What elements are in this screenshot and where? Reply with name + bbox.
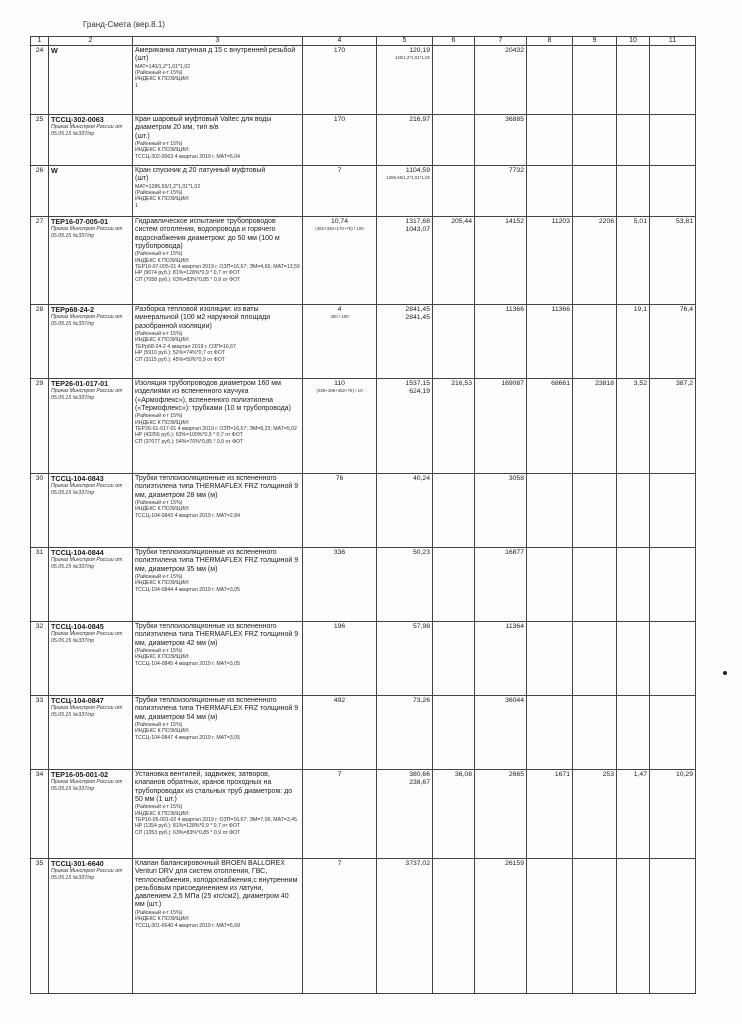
work-detail: ИНДЕКС К ПОЗИЦИИ: (135, 337, 190, 344)
work-detail: ИНДЕКС К ПОЗИЦИИ: (135, 147, 190, 154)
unit-price-cell (377, 379, 433, 474)
work-detail: (шт) (135, 175, 149, 183)
code-cell (49, 696, 133, 770)
value-c7: 11364 (475, 622, 527, 696)
work-detail: НР (5910 руб.): 52%=74%*0,7 от ФОТ (135, 350, 226, 357)
value-c7: 11366 (475, 305, 527, 379)
work-name-cell (133, 46, 303, 115)
work-name-cell (133, 622, 303, 696)
quantity-formula: (336+196+492+76) / 10 (316, 388, 363, 394)
work-detail: (Районный к-т 15%) (135, 909, 183, 916)
work-name: Трубки теплоизоляционные из вспененного полиэтилена типа THERMAFLEX FRZ толщиной 9 мм, диаметром 54 мм (м) (135, 697, 299, 721)
quantity: 76 (335, 475, 344, 482)
norm-code: ТССЦ-104-0844 (51, 548, 104, 557)
work-detail: 1 (135, 202, 138, 209)
value-c11: 76,4 (650, 305, 696, 379)
work-detail: (Районный к-т 15%) (135, 721, 183, 728)
unit-price: 73,26 (412, 697, 430, 704)
estimate-row (31, 379, 696, 474)
value-c10 (617, 166, 650, 217)
unit-price-cell (377, 548, 433, 622)
work-name: Изоляция трубопроводов диаметром 160 мм изделиями из вспененного каучука («Армофлекс»), вспененного полиэтилена («Термофлекс»): трубками (10 м трубопровода) (135, 380, 291, 412)
work-name: Разборка тепловой изоляции: из ваты минеральной (100 м2 наружной площади разобранной изоляции) (135, 306, 271, 330)
code-cell (49, 217, 133, 305)
work-detail: (Районный к-т 15%) (135, 330, 183, 337)
work-detail: ИНДЕКС К ПОЗИЦИИ: (135, 419, 190, 426)
work-detail: (Районный к-т 15%) (135, 70, 183, 76)
unit-price: 50,23 (412, 549, 430, 556)
work-detail: (Районный к-т 15%) (135, 647, 183, 654)
column-number: 4 (303, 37, 377, 46)
quantity: 336 (333, 549, 346, 556)
code-cell (49, 379, 133, 474)
norm-basis: Приказ Минстроя России от 05.05.15 №337/пр (51, 779, 123, 792)
norm-code: W (51, 46, 58, 55)
value-c6 (433, 474, 475, 548)
code-cell (49, 166, 133, 217)
unit-price-cell (377, 305, 433, 379)
value-c8 (527, 548, 573, 622)
unit-price-cell (377, 46, 433, 115)
work-detail: ИНДЕКС К ПОЗИЦИИ: (135, 257, 190, 264)
work-name-cell (133, 859, 303, 994)
quantity-cell (303, 859, 377, 994)
value-c7: 20432 (475, 46, 527, 115)
position-number: 29 (31, 379, 49, 474)
unit-price: 57,98 (412, 623, 430, 630)
value-c9: 23818 (573, 379, 617, 474)
unit-price-cell (377, 166, 433, 217)
work-name: Клапан балансировочный BROEN BALLOREX Venturi DRV для систем отопления, ГВС, теплоснабжения, холодоснабжения,с внутренним резьбовым присоединением из латуни, давлением 2,5 МПа (25 кгс/см2), диаметром 40 мм (шт.) (135, 860, 298, 909)
value-c8: 1671 (527, 770, 573, 859)
code-cell (49, 115, 133, 166)
estimate-table (30, 36, 696, 994)
value-c9 (573, 474, 617, 548)
quantity-cell (303, 379, 377, 474)
norm-code: ТССЦ-104-0847 (51, 696, 104, 705)
quantity: 170 (333, 47, 346, 54)
value-c6 (433, 548, 475, 622)
estimate-row (31, 166, 696, 217)
norm-code: ТЕР16-05-001-02 (51, 770, 109, 779)
work-detail: ТССЦ-301-6640 4 квартал 2019 г. МАТ=5,69 (135, 922, 241, 929)
position-number: 24 (31, 46, 49, 115)
value-c7: 36044 (475, 696, 527, 770)
value-c7: 3058 (475, 474, 527, 548)
position-number: 33 (31, 696, 49, 770)
norm-basis: Приказ Минстроя России от 05.05.15 №337/пр (51, 868, 123, 881)
column-number: 9 (573, 37, 617, 46)
unit-price: 1537,15 (405, 380, 430, 387)
work-detail: ТССЦ-104-0843 4 квартал 2019 г. МАТ=2,84 (135, 512, 241, 519)
value-c8 (527, 622, 573, 696)
work-detail: ИНДЕКС К ПОЗИЦИИ: (135, 196, 190, 203)
value-c11 (650, 548, 696, 622)
work-name: Трубки теплоизоляционные из вспененного полиэтилена типа THERMAFLEX FRZ толщиной 9 мм, диаметром 35 мм (м) (135, 549, 299, 573)
unit-price-cell (377, 217, 433, 305)
code-cell (49, 770, 133, 859)
work-detail: СП (3115 руб.): 45%=50%*0,9 от ФОТ (135, 356, 225, 363)
value-c10: 19,1 (617, 305, 650, 379)
value-c6 (433, 859, 475, 994)
work-detail: 1 (135, 82, 138, 89)
quantity: 10,74 (330, 218, 348, 225)
unit-price-wage: 2841,45 (405, 314, 430, 322)
unit-price-wage: 624,19 (409, 388, 430, 396)
column-number: 10 (617, 37, 650, 46)
column-number-row (31, 37, 696, 46)
value-c10 (617, 474, 650, 548)
value-c7: 14152 (475, 217, 527, 305)
unit-price-wage: 1043,07 (405, 226, 430, 234)
estimate-row (31, 859, 696, 994)
work-detail: СП (7058 руб.): 63%=83%*0,85 * 0,9 от ФОТ (135, 276, 241, 283)
work-name: Кран шаровый муфтовый Valtec для воды диаметром 20 мм, тип в/в (135, 116, 272, 132)
work-detail: (Районный к-т 15%) (135, 804, 183, 811)
value-c8: 11203 (527, 217, 573, 305)
norm-code: ТССЦ-104-0843 (51, 474, 104, 483)
norm-basis: Приказ Минстроя России от 05.05.15 №337/пр (51, 226, 123, 239)
work-detail: (шт.) (135, 132, 150, 140)
work-name: Установка вентилей, задвижек, затворов, клапанов обратных, кранов проходных на трубопроводах из стальных труб диаметром: до 50 мм (1 шт.) (135, 771, 293, 803)
unit-price-formula: 140/1,2*1,01*1,02 (394, 55, 430, 61)
norm-code: ТЕР16-07-005-01 (51, 217, 109, 226)
code-cell (49, 622, 133, 696)
unit-price-cell (377, 770, 433, 859)
value-c10: 5,01 (617, 217, 650, 305)
work-detail: ИНДЕКС К ПОЗИЦИИ: (135, 916, 190, 923)
quantity: 492 (333, 697, 346, 704)
value-c8 (527, 696, 573, 770)
value-c9 (573, 859, 617, 994)
work-name-cell (133, 770, 303, 859)
value-c7: 7732 (475, 166, 527, 217)
quantity: 170 (333, 116, 346, 123)
estimate-row (31, 548, 696, 622)
quantity: 7 (337, 167, 342, 174)
quantity-cell (303, 622, 377, 696)
quantity-cell (303, 166, 377, 217)
value-c6 (433, 115, 475, 166)
work-name: Трубки теплоизоляционные из вспененного полиэтилена типа THERMAFLEX FRZ толщиной 9 мм, диаметром 42 мм (м) (135, 623, 299, 647)
work-name-cell (133, 305, 303, 379)
work-name-cell (133, 696, 303, 770)
value-c8 (527, 115, 573, 166)
quantity-cell (303, 474, 377, 548)
scan-mark (723, 671, 727, 675)
value-c11 (650, 696, 696, 770)
quantity: 196 (333, 623, 346, 630)
work-detail: ТЕРр68-24-2 4 квартал 2019 г. ОЗП=16,67 (135, 343, 236, 350)
quantity-cell (303, 46, 377, 115)
value-c11: 10,29 (650, 770, 696, 859)
work-detail: ТЕР16-07-005-01 4 квартал 2019 г. ОЗП=16,67; ЭМ=4,65; МАТ=13,59 (135, 264, 300, 270)
quantity-formula: (492+336+170+76) / 100 (315, 226, 364, 232)
value-c6 (433, 305, 475, 379)
work-name-cell (133, 379, 303, 474)
norm-basis: Приказ Минстроя России от 05.05.15 №337/пр (51, 557, 123, 570)
program-title: Гранд-Смета (вер.8.1) (83, 20, 165, 29)
norm-code: ТЕРр68-24-2 (51, 305, 95, 314)
position-number: 27 (31, 217, 49, 305)
value-c6 (433, 696, 475, 770)
position-number: 34 (31, 770, 49, 859)
column-number: 2 (49, 37, 133, 46)
column-number: 7 (475, 37, 527, 46)
quantity: 110 (334, 380, 345, 387)
quantity-cell (303, 696, 377, 770)
unit-price: 380,66 (409, 771, 430, 778)
estimate-row (31, 305, 696, 379)
value-c7: 16877 (475, 548, 527, 622)
work-detail: МАТ=1286,65/1,2*1,01*1,02 (135, 183, 201, 190)
unit-price-cell (377, 696, 433, 770)
value-c9 (573, 696, 617, 770)
work-detail: СП (37077 руб.): 54%=70%*0,85 * 0,9 от ФОТ (135, 438, 244, 445)
norm-basis: Приказ Минстроя России от 05.05.15 №337/пр (51, 388, 123, 401)
quantity: 7 (337, 771, 342, 778)
estimate-row (31, 217, 696, 305)
quantity-formula: 400 / 100 (330, 314, 349, 320)
value-c8: 11366 (527, 305, 573, 379)
estimate-row (31, 696, 696, 770)
value-c11 (650, 166, 696, 217)
code-cell (49, 548, 133, 622)
value-c6 (433, 46, 475, 115)
value-c8 (527, 46, 573, 115)
value-c8: 68661 (527, 379, 573, 474)
unit-price-cell (377, 474, 433, 548)
work-name-cell (133, 166, 303, 217)
norm-basis: Приказ Минстроя России от 05.05.15 №337/пр (51, 124, 123, 137)
column-number: 11 (650, 37, 696, 46)
unit-price-wage: 238,67 (409, 779, 430, 787)
quantity: 7 (337, 860, 342, 867)
code-cell (49, 305, 133, 379)
norm-basis: Приказ Минстроя России от 05.05.15 №337/пр (51, 483, 123, 496)
norm-code: W (51, 166, 58, 175)
work-detail: (Районный к-т 15%) (135, 499, 183, 506)
work-detail: (шт) (135, 55, 149, 63)
column-number: 1 (31, 37, 49, 46)
work-detail: ИНДЕКС К ПОЗИЦИИ: (135, 654, 190, 661)
estimate-row (31, 622, 696, 696)
value-c8 (527, 166, 573, 217)
code-cell (49, 474, 133, 548)
work-name-cell (133, 548, 303, 622)
norm-basis: Приказ Минстроя России от 05.05.15 №337/пр (51, 705, 123, 718)
column-number: 6 (433, 37, 475, 46)
work-detail: НР (43256 руб.): 63%=100%*0,9 * 0,7 от ФОТ (135, 432, 243, 439)
value-c11 (650, 474, 696, 548)
quantity-cell (303, 217, 377, 305)
position-number: 25 (31, 115, 49, 166)
value-c6: 216,53 (433, 379, 475, 474)
work-detail: (Районный к-т 15%) (135, 251, 183, 258)
norm-code: ТЕР26-01-017-01 (51, 379, 109, 388)
value-c9 (573, 622, 617, 696)
quantity-cell (303, 305, 377, 379)
value-c6: 205,44 (433, 217, 475, 305)
unit-price: 40,24 (412, 475, 430, 482)
quantity-cell (303, 770, 377, 859)
value-c10 (617, 548, 650, 622)
unit-price-cell (377, 622, 433, 696)
value-c6 (433, 622, 475, 696)
value-c7: 36885 (475, 115, 527, 166)
norm-basis: Приказ Минстроя России от 05.05.15 №337/пр (51, 631, 123, 644)
value-c6 (433, 166, 475, 217)
position-number: 26 (31, 166, 49, 217)
estimate-row (31, 770, 696, 859)
value-c10: 1,47 (617, 770, 650, 859)
work-detail: ТССЦ-302-0063 4 квартал 2019 г. МАТ=5,04 (135, 153, 241, 160)
work-detail: ТССЦ-104-0847 4 квартал 2019 г. МАТ=3,05 (135, 734, 241, 741)
unit-price: 2841,45 (405, 306, 430, 313)
work-detail: ИНДЕКС К ПОЗИЦИИ: (135, 728, 190, 735)
value-c9 (573, 305, 617, 379)
work-detail: НР (9074 руб.): 81%=128%*0,9 * 0,7 от ФОТ (135, 270, 241, 277)
position-number: 31 (31, 548, 49, 622)
quantity: 4 (337, 306, 342, 313)
work-detail: МАТ=140/1,2*1,01*1,02 (135, 63, 191, 70)
unit-price: 3737,02 (405, 860, 430, 867)
work-name-cell (133, 217, 303, 305)
work-name-cell (133, 474, 303, 548)
value-c7: 26159 (475, 859, 527, 994)
code-cell (49, 859, 133, 994)
value-c8 (527, 474, 573, 548)
unit-price: 216,97 (409, 116, 430, 123)
estimate-row (31, 46, 696, 115)
work-detail: (Районный к-т 15%) (135, 190, 183, 196)
value-c6: 36,08 (433, 770, 475, 859)
unit-price: 1104,59 (405, 167, 430, 174)
norm-basis: Приказ Минстроя России от 05.05.15 №337/пр (51, 314, 123, 327)
unit-price-cell (377, 115, 433, 166)
work-detail: (Районный к-т 15%) (135, 573, 183, 580)
work-name: Гидравлическое испытание трубопроводов систем отопления, водопровода и горячего водоснабжения диаметром: до 50 мм (100 м трубопровода) (135, 218, 280, 250)
work-detail: НР (1354 руб.): 81%=128%*0,9 * 0,7 от ФОТ (135, 823, 241, 830)
unit-price-formula: 1286,65/1,2*1,01*1,02 (386, 175, 430, 181)
quantity-cell (303, 115, 377, 166)
work-detail: ИНДЕКС К ПОЗИЦИИ: (135, 810, 190, 817)
column-number: 8 (527, 37, 573, 46)
norm-code: ТССЦ-104-0845 (51, 622, 104, 631)
value-c10: 3,52 (617, 379, 650, 474)
work-detail: ИНДЕКС К ПОЗИЦИИ: (135, 506, 190, 513)
work-detail: ИНДЕКС К ПОЗИЦИИ: (135, 580, 190, 587)
value-c7: 169087 (475, 379, 527, 474)
work-detail: СП (1053 руб.): 63%=83%*0,85 * 0,9 от ФОТ (135, 829, 241, 836)
work-detail: (Районный к-т 15%) (135, 413, 183, 420)
value-c9: 253 (573, 770, 617, 859)
work-name: Трубки теплоизоляционные из вспененного полиэтилена типа THERMAFLEX FRZ толщиной 9 мм, диаметром 28 мм (м) (135, 475, 299, 499)
value-c11 (650, 115, 696, 166)
work-name: Кран спускник д 20 латунный муфтовый (135, 167, 266, 174)
position-number: 28 (31, 305, 49, 379)
value-c11: 53,81 (650, 217, 696, 305)
quantity-cell (303, 548, 377, 622)
value-c11: 387,2 (650, 379, 696, 474)
value-c10 (617, 46, 650, 115)
value-c10 (617, 622, 650, 696)
value-c10 (617, 859, 650, 994)
value-c7: 2665 (475, 770, 527, 859)
norm-code: ТССЦ-302-0063 (51, 115, 104, 124)
work-detail: ТЕР16-05-001-02 4 квартал 2019 г. ОЗП=16,67; ЭМ=7,06; МАТ=3,45 (135, 817, 297, 823)
estimate-row (31, 474, 696, 548)
value-c9 (573, 46, 617, 115)
work-detail: ТССЦ-104-0844 4 квартал 2019 г. МАТ=3,05 (135, 586, 241, 593)
norm-code: ТССЦ-301-6640 (51, 859, 104, 868)
unit-price: 1317,68 (405, 218, 430, 225)
column-number: 5 (377, 37, 433, 46)
value-c11 (650, 46, 696, 115)
unit-price-cell (377, 859, 433, 994)
work-detail: (Районный к-т 15%) (135, 140, 183, 147)
value-c8 (527, 859, 573, 994)
value-c9 (573, 115, 617, 166)
work-name: Американка латунная д 15 с внутренней резьбой (135, 47, 296, 54)
work-detail: ТЕР26-01-017-01 4 квартал 2019 г. ОЗП=16,67; ЭМ=8,23; МАТ=5,02 (135, 426, 297, 432)
estimate-row (31, 115, 696, 166)
work-detail: ТССЦ-104-0845 4 квартал 2019 г. МАТ=3,05 (135, 660, 241, 667)
work-name-cell (133, 115, 303, 166)
code-cell (49, 46, 133, 115)
value-c11 (650, 622, 696, 696)
value-c9 (573, 166, 617, 217)
unit-price: 120,19 (409, 47, 430, 54)
value-c10 (617, 696, 650, 770)
value-c9: 2206 (573, 217, 617, 305)
column-number: 3 (133, 37, 303, 46)
value-c11 (650, 859, 696, 994)
position-number: 35 (31, 859, 49, 994)
value-c9 (573, 548, 617, 622)
value-c10 (617, 115, 650, 166)
work-detail: ИНДЕКС К ПОЗИЦИИ: (135, 76, 190, 83)
position-number: 32 (31, 622, 49, 696)
position-number: 30 (31, 474, 49, 548)
